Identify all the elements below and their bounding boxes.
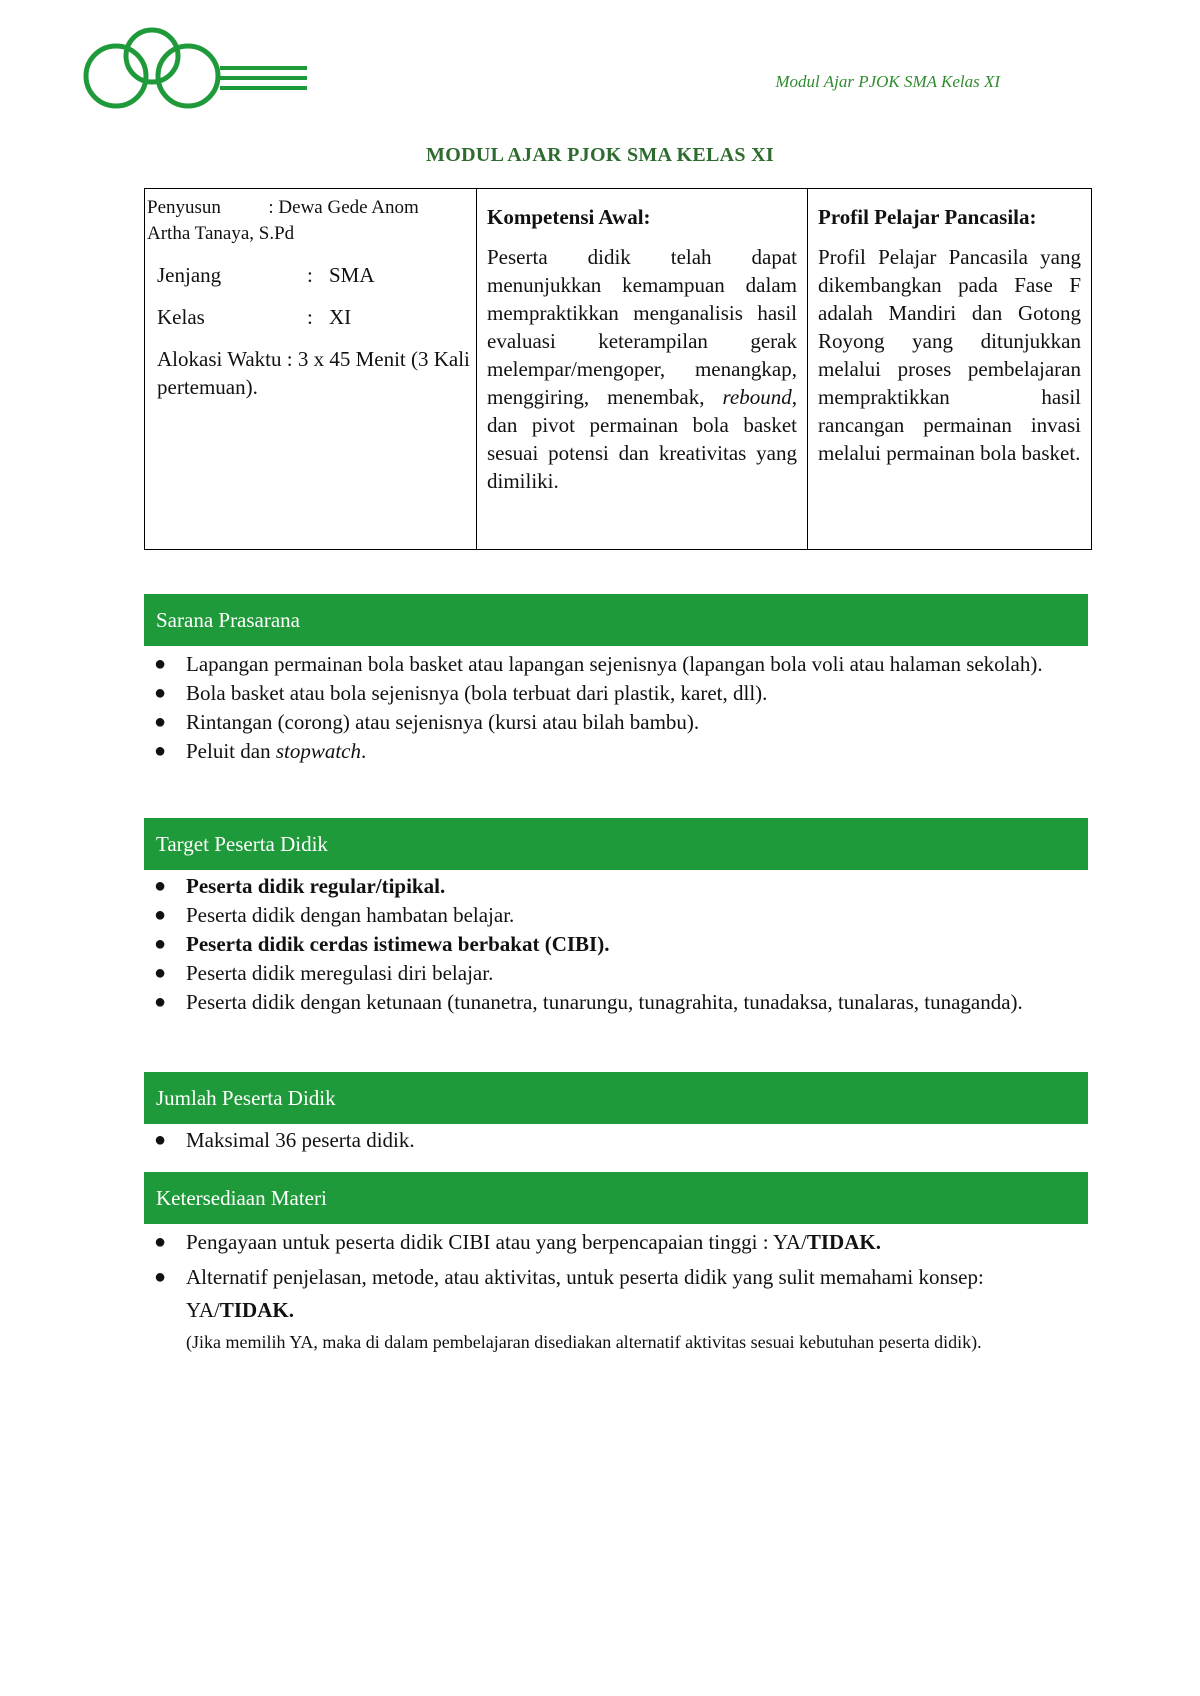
jumlah-section-header: Jumlah Peserta Didik bbox=[144, 1072, 1088, 1124]
list-item bbox=[144, 708, 1088, 737]
kelas-value: XI bbox=[329, 305, 352, 329]
profil-text: Profil Pelajar Pancasila yang dikembangkan pada Fase F adalah Mandiri dan Gotong Royong yang ditunjukkan melalui proses pembelajaran mempraktikkan hasil rancangan permainan invasi melalui permainan bola basket. bbox=[818, 245, 1081, 465]
list-item-text: Peluit dan bbox=[186, 739, 276, 763]
penyusun-label: Penyusun bbox=[147, 197, 221, 218]
materi-list bbox=[144, 1228, 1088, 1357]
jenjang-colon: : bbox=[307, 263, 313, 287]
list-item-text: Pengayaan untuk peserta didik CIBI atau yang berpencapaian tinggi : YA/ bbox=[186, 1230, 807, 1254]
kompetensi-cell bbox=[477, 189, 808, 550]
bullet-icon: ● bbox=[154, 740, 167, 762]
list-item-text: Maksimal 36 peserta didik. bbox=[186, 1128, 415, 1152]
sarana-section-header: Sarana Prasarana bbox=[144, 594, 1088, 646]
penyusun-line bbox=[147, 195, 474, 221]
list-item-text: Lapangan permainan bola basket atau lapangan sejenisnya (lapangan bola voli atau halaman sekolah). bbox=[186, 652, 1043, 676]
bullet-icon: ● bbox=[154, 904, 167, 926]
kelas-label: Kelas bbox=[157, 305, 205, 329]
list-item bbox=[144, 679, 1088, 708]
kelas-row bbox=[147, 303, 474, 331]
bullet-icon: ● bbox=[154, 653, 167, 675]
page-title: MODUL AJAR PJOK SMA KELAS XI bbox=[426, 144, 774, 166]
kompetensi-text-part-1: Peserta didik telah dapat menunjukkan kemampuan dalam mempraktikkan menganalisis hasil evaluasi keterampilan gerak melempar/mengoper, menangkap, menggiring, menembak, bbox=[487, 245, 797, 409]
alokasi-waktu: Alokasi Waktu : 3 x 45 Menit (3 Kali pertemuan). bbox=[157, 347, 470, 399]
list-item-bold: TIDAK. bbox=[806, 1230, 881, 1254]
list-item-text: Peserta didik dengan hambatan belajar. bbox=[186, 903, 515, 927]
kompetensi-text-part-2: , dan pivot permainan bola basket sesuai potensi dan kreativitas yang dimiliki. bbox=[487, 385, 797, 493]
jenjang-label: Jenjang bbox=[157, 263, 222, 287]
bullet-icon: ● bbox=[154, 682, 167, 704]
kelas-colon: : bbox=[307, 305, 313, 329]
list-item bbox=[144, 737, 1088, 766]
list-item-text: Bola basket atau bola sejenisnya (bola terbuat dari plastik, karet, dll). bbox=[186, 681, 768, 705]
running-header: Modul Ajar PJOK SMA Kelas XI bbox=[775, 72, 1000, 91]
list-item bbox=[144, 872, 1088, 901]
list-item-suffix: . bbox=[361, 739, 367, 763]
list-item-italic: stopwatch bbox=[275, 739, 361, 763]
identity-cell bbox=[145, 189, 477, 550]
list-item bbox=[144, 901, 1088, 930]
bullet-icon: ● bbox=[154, 1129, 167, 1151]
jenjang-value: SMA bbox=[329, 263, 375, 287]
profil-title: Profil Pelajar Pancasila: bbox=[818, 205, 1037, 229]
sarana-list bbox=[144, 650, 1088, 766]
three-rings-logo-icon bbox=[82, 26, 312, 114]
bullet-icon: ● bbox=[154, 1266, 167, 1288]
materi-note: (Jika memilih YA, maka di dalam pembelajaran disediakan alternatif aktivitas sesuai kebutuhan peserta didik). bbox=[186, 1332, 982, 1352]
list-item-text: Peserta didik cerdas istimewa berbakat (CIBI). bbox=[186, 932, 610, 956]
target-section-header: Target Peserta Didik bbox=[144, 818, 1088, 870]
bullet-icon: ● bbox=[154, 711, 167, 733]
materi-section-header: Ketersediaan Materi bbox=[144, 1172, 1088, 1224]
penyusun-value-2: Artha Tanaya, S.Pd bbox=[147, 223, 295, 244]
penyusun-value: : Dewa Gede Anom bbox=[268, 197, 419, 218]
list-item bbox=[144, 988, 1088, 1017]
target-list bbox=[144, 872, 1088, 1017]
jenjang-row bbox=[147, 261, 474, 289]
list-item bbox=[144, 650, 1088, 679]
list-item-text: Alternatif penjelasan, metode, atau aktivitas, untuk peserta didik yang sulit memahami konsep: YA/ bbox=[186, 1265, 984, 1322]
list-item bbox=[144, 1261, 1088, 1357]
kompetensi-title: Kompetensi Awal: bbox=[487, 205, 651, 229]
bullet-icon: ● bbox=[154, 1231, 167, 1253]
list-item bbox=[144, 1228, 1088, 1257]
list-item-bold: TIDAK. bbox=[219, 1298, 294, 1322]
list-item-text: Rintangan (corong) atau sejenisnya (kursi atau bilah bambu). bbox=[186, 710, 700, 734]
list-item bbox=[144, 930, 1088, 959]
kompetensi-text bbox=[487, 243, 797, 495]
list-item-text: Peserta didik meregulasi diri belajar. bbox=[186, 961, 494, 985]
bullet-icon: ● bbox=[154, 962, 167, 984]
list-item-text: Peserta didik dengan ketunaan (tunanetra, tunarungu, tunagrahita, tunadaksa, tunalaras, tunaganda). bbox=[186, 990, 1023, 1014]
jumlah-list bbox=[144, 1126, 1088, 1155]
kompetensi-italic: rebound bbox=[722, 385, 792, 409]
list-item bbox=[144, 1126, 1088, 1155]
info-table bbox=[144, 188, 1092, 550]
profil-cell bbox=[808, 189, 1092, 550]
list-item bbox=[144, 959, 1088, 988]
bullet-icon: ● bbox=[154, 933, 167, 955]
bullet-icon: ● bbox=[154, 991, 167, 1013]
bullet-icon: ● bbox=[154, 875, 167, 897]
list-item-text: Peserta didik regular/tipikal. bbox=[186, 874, 446, 898]
